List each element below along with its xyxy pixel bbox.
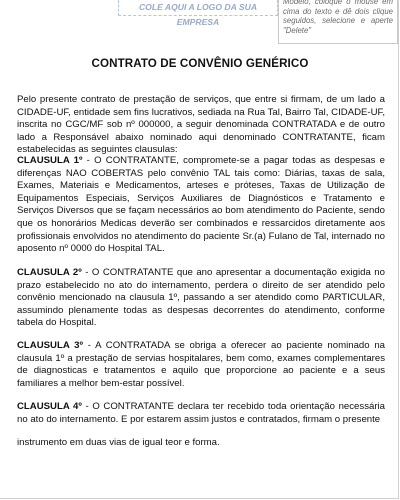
clause-4-paragraph — [17, 401, 385, 426]
clause-1-paragraph — [17, 155, 385, 256]
clause-1-label: CLAUSULA 1º — [17, 155, 83, 166]
clause-3-paragraph — [17, 340, 385, 390]
clause-1-text: - O CONTRATANTE, compromete-se a pagar todas as despesas e diferenças NAO COBERTAS pelo convênio TAL tais como: Diárias, taxas de sala, Exames, Materiais e Medicamentos, arteses e próteses, Taxas de Utilização de Equipamentos Especiais, Serviços Auxiliares de Diagnósticos e Tratamento e Serviços Diversos que se façam necessários ao bom atendimento do Paciente, sendo que os honorários Medicas deverão ser combinados e ressarcidos diretamente aos profissionais envolvidos no atendimento do paciente Sr.(a) Fulano de Tal, internado no aposento nº 0000 do Hospital TAL. — [17, 155, 385, 255]
clause-2-label: CLAUSULA 2º — [17, 267, 82, 278]
closing-paragraph: instrumento em duas vias de igual teor e forma. — [17, 437, 220, 448]
edit-hint-text: Modelo, coloque o mouse em cima do texto e dê dois clique seguidos, selecione e aperte "Delete" — [283, 0, 393, 35]
clause-2-paragraph — [17, 267, 385, 330]
document-title: CONTRATO DE CONVÊNIO GENÉRICO — [91, 57, 309, 70]
logo-placeholder[interactable]: COLE AQUI A LOGO DA SUA EMPRESA — [118, 0, 278, 16]
clause-4-text: - O CONTRATANTE declara ter recebido toda orientação necessária no ato do internamento. E por estarem assim justos e contratados, firmam o presente — [17, 401, 385, 425]
intro-paragraph: Pelo presente contrato de prestação de serviços, que entre si firmam, de um lado a CIDADE-UF, entidade sem fins lucrativos, sediada na Rua Tal, Bairro Tal, CIDADE-UF, inscrita no CGC/MF sob nº 000000, a seguir denominada CONTRATADA e de outro lado a Responsável abaixo nominado aqui denominado CONTRATANTE, ficam estabelecidas as seguintes clausulas: — [17, 94, 385, 156]
clause-2-text: - O CONTRATANTE que ano apresentar a documentação exigida no prazo estabelecido no ato do internamento, perdera o direito de ser atendido pelo convênio mencionado na clausula 1º, passando a ser atendido como PARTICULAR, assumindo plenamente todas as despesas decorrentes do atendimento, conforme tabela do Hospital. — [17, 267, 385, 329]
clause-4-label: CLAUSULA 4º — [17, 401, 82, 412]
clause-3-text: - A CONTRATADA se obriga a oferecer ao paciente nominado na clausula 1º a prestação de servias hospitalares, bem como, exames complementares de diagnosticas e tratamentos e aquilo que proporcione ao paciente e a seus familiares a melhor bem-estar possível. — [17, 340, 385, 389]
edit-hint-note — [278, 0, 398, 44]
clause-3-label: CLAUSULA 3º — [17, 340, 83, 351]
